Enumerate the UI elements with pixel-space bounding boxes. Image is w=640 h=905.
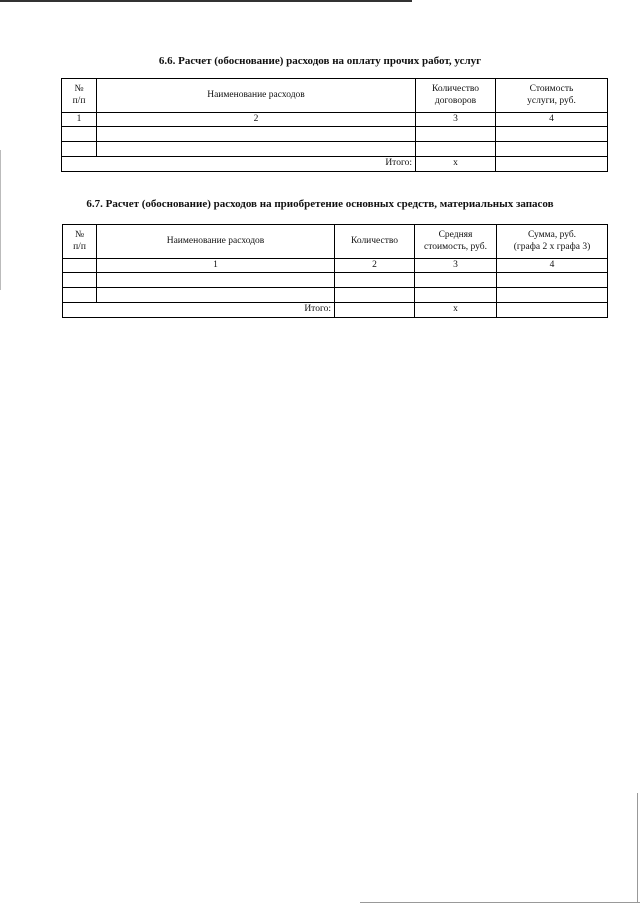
column-numbers-row (63, 259, 608, 273)
table2-title: 6.7. Расчет (обоснование) расходов на приобретение основных средств, материальных запасов (86, 198, 554, 210)
empty-cell[interactable] (97, 142, 416, 157)
header-qty: Количество (335, 225, 415, 259)
table-header-row (62, 79, 608, 113)
total-qty[interactable] (335, 303, 415, 318)
header-cost: Стоимость услуги, руб. (496, 79, 608, 113)
header-sum: Сумма, руб. (графа 2 х графа 3) (497, 225, 608, 259)
empty-cell[interactable] (415, 288, 497, 303)
table-row (63, 288, 608, 303)
table-row (62, 127, 608, 142)
header-name: Наименование расходов (97, 79, 416, 113)
table-row (63, 273, 608, 288)
scan-edge-right (637, 793, 638, 903)
scan-edge-left (0, 150, 1, 290)
table1-services (61, 78, 608, 172)
empty-cell[interactable] (63, 273, 97, 288)
col-number: 2 (335, 259, 415, 273)
empty-cell[interactable] (97, 273, 335, 288)
scan-edge-top (0, 0, 412, 2)
col-number: 2 (97, 113, 416, 127)
empty-cell[interactable] (415, 273, 497, 288)
total-row (63, 303, 608, 318)
table1-title: 6.6. Расчет (обоснование) расходов на оплату прочих работ, услуг (158, 55, 482, 67)
empty-cell[interactable] (497, 288, 608, 303)
empty-cell[interactable] (97, 127, 416, 142)
total-sum[interactable] (497, 303, 608, 318)
column-numbers-row (62, 113, 608, 127)
col-number-blank (63, 259, 97, 273)
col-number: 4 (496, 113, 608, 127)
header-name: Наименование расходов (97, 225, 335, 259)
header-num: № п/п (62, 79, 97, 113)
empty-cell[interactable] (335, 273, 415, 288)
empty-cell[interactable] (335, 288, 415, 303)
header-num: № п/п (63, 225, 97, 259)
col-number: 3 (415, 259, 497, 273)
header-qty: Количество договоров (416, 79, 496, 113)
empty-cell[interactable] (497, 273, 608, 288)
scan-edge-bottom (360, 902, 640, 903)
col-number: 3 (416, 113, 496, 127)
col-number: 1 (62, 113, 97, 127)
total-label: Итого: (63, 303, 335, 318)
table2-fixed-assets (62, 224, 608, 318)
col-number: 1 (97, 259, 335, 273)
empty-cell[interactable] (416, 127, 496, 142)
empty-cell[interactable] (496, 142, 608, 157)
total-row (62, 157, 608, 172)
empty-cell[interactable] (496, 127, 608, 142)
col-number: 4 (497, 259, 608, 273)
empty-cell[interactable] (62, 127, 97, 142)
table-header-row (63, 225, 608, 259)
empty-cell[interactable] (97, 288, 335, 303)
table-row (62, 142, 608, 157)
empty-cell[interactable] (62, 142, 97, 157)
empty-cell[interactable] (416, 142, 496, 157)
total-avg-cost: х (415, 303, 497, 318)
total-qty: х (416, 157, 496, 172)
total-cost[interactable] (496, 157, 608, 172)
total-label: Итого: (62, 157, 416, 172)
header-avg-cost: Средняя стоимость, руб. (415, 225, 497, 259)
empty-cell[interactable] (63, 288, 97, 303)
